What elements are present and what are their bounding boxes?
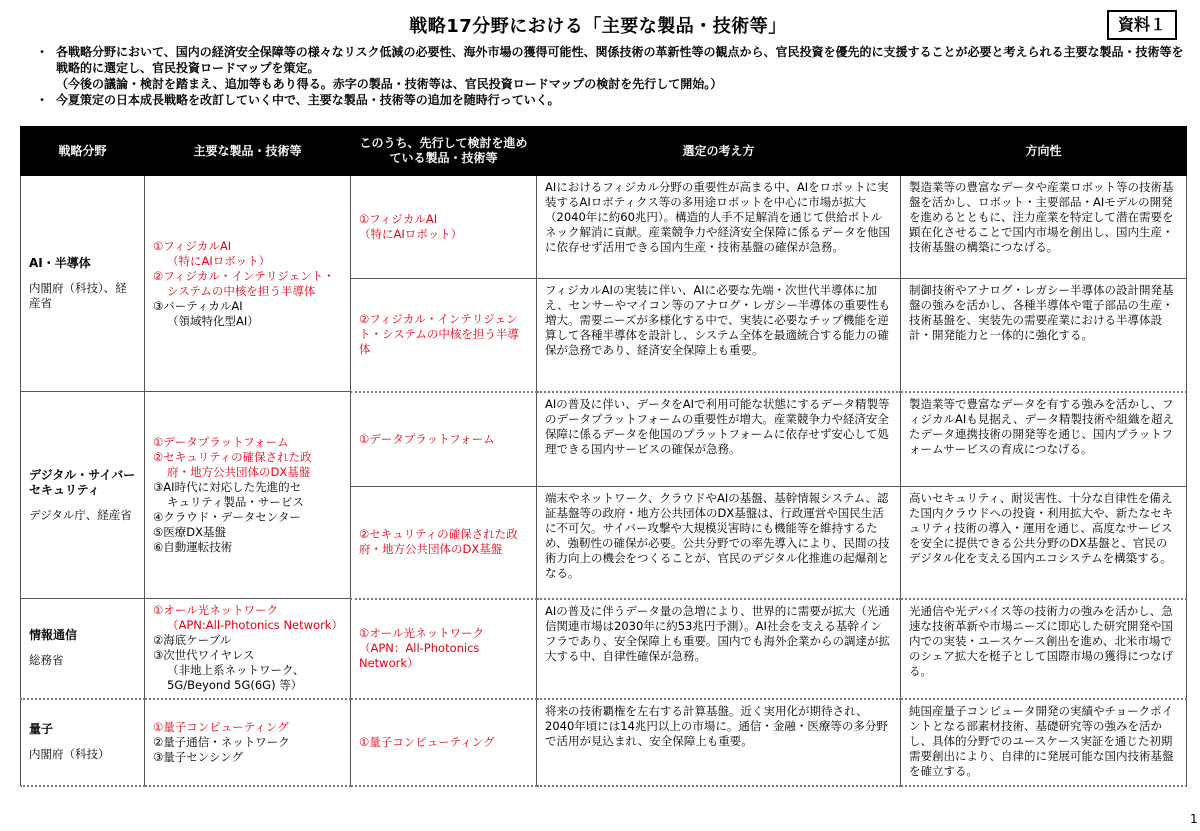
document-badge: 資料１ <box>1107 10 1177 40</box>
product-item: 府・地方公共団体のDX基盤 <box>167 465 311 479</box>
slide <box>6 4 1198 826</box>
product-item: （非地上系ネットワーク、 <box>167 663 305 678</box>
header-main-products: 主要な製品・技術等 <box>145 127 351 176</box>
page-number: 1 <box>1190 812 1198 826</box>
bullet-icon: ・ <box>36 93 49 107</box>
product-item: ③AI時代に対応した先進的セ <box>153 480 302 494</box>
rationale-cell: AIにおけるフィジカル分野の重要性が高まる中、AIをロボットに実装するAIロボティクス等の多用途ロボットを中心に市場が拡大（2040年に約60兆円）。構造的人手不足解消を通じて供給ボトルネック解消に貢献。産業競争力や経済安全保障に係るデータを他国に依存せず活用できる国内生産・技術基盤の確保が急務。 <box>537 176 901 279</box>
bullet-note: （今後の議論・検討を踏まえ、追加等もあり得る。赤字の製品・技術等は、官民投資ロードマップの検討を先行して開始。） <box>56 77 723 91</box>
ministry-name: デジタル庁、経産省 <box>29 507 132 522</box>
direction-cell: 光通信や光デバイス等の技術力の強みを活かし、急速な技術革新や市場ニーズに即応した研究開発や国内での実装・ユースケース創出を進め、北米市場でのシェア拡大を梃子として国際市場の獲得につなげる。 <box>901 599 1187 699</box>
product-item: ①フィジカルAI <box>153 238 232 253</box>
table-row <box>21 599 1187 699</box>
strategy-table <box>20 126 1187 787</box>
priority-product-cell: ①フィジカルAI （特にAIロボット） <box>351 176 537 279</box>
page-title: 戦略17分野における「主要な製品・技術等」 <box>409 16 787 37</box>
rationale-cell: AIの普及に伴い、データをAIで利用可能な状態にするデータ精製等のデータプラットフォームの重要性が増大。産業競争力や経済安全保障に係るデータを他国のプラットフォームに依存せず安心して処理できる国内サービスの確保が急務。 <box>537 392 901 487</box>
direction-cell: 製造業等で豊富なデータを有する強みを活かし、フィジカルAIも見据え、データ精製技術や組織を超えたデータ連携技術の開発等を通じ、国内プラットフォームサービスの育成につなげる。 <box>901 392 1187 487</box>
table-row <box>21 176 1187 279</box>
product-item: （特にAIロボット） <box>167 253 271 268</box>
priority-product-cell: ①量子コンピューティング <box>351 699 537 786</box>
header-rationale: 選定の考え方 <box>537 127 901 176</box>
priority-product-cell: ①オール光ネットワーク （APN：All-Photonics Network） <box>351 599 537 699</box>
header-strategy-field: 戦略分野 <box>21 127 145 176</box>
product-item: システムの中核を担う半導体 <box>167 283 316 298</box>
strategy-field-name: AI・半導体 <box>29 256 91 270</box>
header-direction: 方向性 <box>901 127 1187 176</box>
rationale-cell: 端末やネットワーク、クラウドやAIの基盤、基幹情報システム、認証基盤等の政府・地方公共団体のDX基盤は、行政運営や国民生活に不可欠。サイバー攻撃や大規模災害時にも機能等を維持するため、強靭性の確保が必要。公共分野での率先導入により、民間の技術力向上の機会をつくることが、官民のデジタル化推進の起爆剤となる。 <box>537 487 901 599</box>
table-body <box>21 176 1187 786</box>
strategy-field-cell <box>21 699 145 786</box>
direction-cell: 製造業等の豊富なデータや産業ロボット等の技術基盤を活かし、ロボット・主要部品・AIモデルの開発を進めるとともに、注力産業を特定して潜在需要を顕在化させることで国内市場を創出し、国内生産・技術基盤の構築につなげる。 <box>901 176 1187 279</box>
priority-product-cell: ②フィジカル・インテリジェント・システムの中核を担う半導体 <box>351 279 537 392</box>
strategy-field-cell <box>21 392 145 599</box>
direction-cell: 制御技術やアナログ・レガシー半導体の設計開発基盤の強みを活かし、各種半導体や電子部品の生産・技術基盤を、実装先の需要産業における半導体設計・開発能力と一体的に強化する。 <box>901 279 1187 392</box>
strategy-field-cell <box>21 176 145 392</box>
product-item: 5G/Beyond 5G(6G) 等） <box>167 678 303 693</box>
table-row <box>21 699 1187 786</box>
rationale-cell: AIの普及に伴うデータ量の急増により、世界的に需要が拡大（光通信関連市場は2030年に約53兆円予測）。AI社会を支える基幹インフラであり、安全保障上も重要。国内でも海外企業からの調達が拡大する中、自律性確保が急務。 <box>537 599 901 699</box>
product-item: ①オール光ネットワーク <box>153 603 279 618</box>
main-products-cell <box>145 392 351 599</box>
strategy-field-name: デジタル・サイバーセキュリティ <box>29 467 136 497</box>
product-item: ⑤医療DX基盤 <box>153 525 227 539</box>
product-item: ⑥自動運転技術 <box>153 540 233 554</box>
main-products-cell <box>145 599 351 699</box>
bullet-item: ・ 今夏策定の日本成長戦略を改訂していく中で、主要な製品・技術等の追加を随時行っていく。 <box>36 93 560 107</box>
header-priority-products: このうち、先行して検討を進めている製品・技術等 <box>351 127 537 176</box>
rationale-cell: フィジカルAIの実装に伴い、AIに必要な先端・次世代半導体に加え、センサーやマイコン等のアナログ・レガシー半導体の重要性も増大。需要ニーズが多様化する中で、実装に必要なチップ機能を逆算して各種半導体を設計し、システム全体を最適統合する能力の確保が急務であり、経済安全保障上も重要。 <box>537 279 901 392</box>
bullet-item: ・ 各戦略分野において、国内の経済安全保障等の様々なリスク低減の必要性、海外市場の獲得可能性、関係技術の革新性等の観点から、官民投資を優先的に支援することが必要と考えられる主要な製品・技術等を戦略的に選定し、官民投資ロードマップを策定。 <box>36 45 1184 75</box>
summary-bullets <box>36 44 1186 108</box>
bullet-icon: ・ <box>36 45 49 59</box>
product-item: ②フィジカル・インテリジェント・ <box>153 268 335 283</box>
product-item: ②量子通信・ネットワーク <box>153 734 290 749</box>
main-products-cell <box>145 699 351 786</box>
table-header-row <box>21 127 1187 176</box>
product-item: ④クラウド・データセンター <box>153 510 301 524</box>
product-item: ①データプラットフォーム <box>153 435 289 449</box>
priority-product-cell: ①データプラットフォーム <box>351 392 537 487</box>
product-item: （領域特化型AI） <box>167 313 259 328</box>
product-item: ②セキュリティの確保された政 <box>153 450 312 464</box>
ministry-name: 総務省 <box>29 653 64 668</box>
ministry-name: 内閣府（科技） <box>29 747 110 761</box>
product-item: ①量子コンピューティング <box>153 719 289 734</box>
ministry-name: 内閣府（科技）、経産省 <box>29 281 127 310</box>
direction-cell: 高いセキュリティ、耐災害性、十分な自律性を備えた国内クラウドへの投資・利用拡大や、新たなセキュリティ技術の導入・運用を通じ、高度なサービスを安全に提供できる公共分野のDX基盤と、官民のデジタル化を支える国内エコシステムを構築する。 <box>901 487 1187 599</box>
product-item: ③量子センシング <box>153 749 244 764</box>
product-item: ②海底ケーブル <box>153 633 232 648</box>
product-item: ③バーティカルAI <box>153 298 243 313</box>
table-row <box>21 392 1187 487</box>
direction-cell: 純国産量子コンピュータ開発の実績やチョークポイントとなる部素材技術、基礎研究等の強みを活かし、具体的分野でのユースケース実証を通じた初期需要創出により、自律的に発展可能な国内技術基盤を確立する。 <box>901 699 1187 786</box>
strategy-field-cell <box>21 599 145 699</box>
rationale-cell: 将来の技術覇権を左右する計算基盤。近く実用化が期待され、2040年頃には14兆円以上の市場に。通信・金融・医療等の多分野で活用が見込まれ、安全保障上も重要。 <box>537 699 901 786</box>
strategy-field-name: 量子 <box>29 722 54 736</box>
priority-product-cell: ②セキュリティの確保された政府・地方公共団体のDX基盤 <box>351 487 537 599</box>
product-item: ③次世代ワイヤレス <box>153 648 255 663</box>
product-item: キュリティ製品・サービス <box>167 495 304 509</box>
product-item: （APN:All-Photonics Network） <box>167 618 343 633</box>
main-products-cell <box>145 176 351 392</box>
strategy-field-name: 情報通信 <box>29 628 78 643</box>
